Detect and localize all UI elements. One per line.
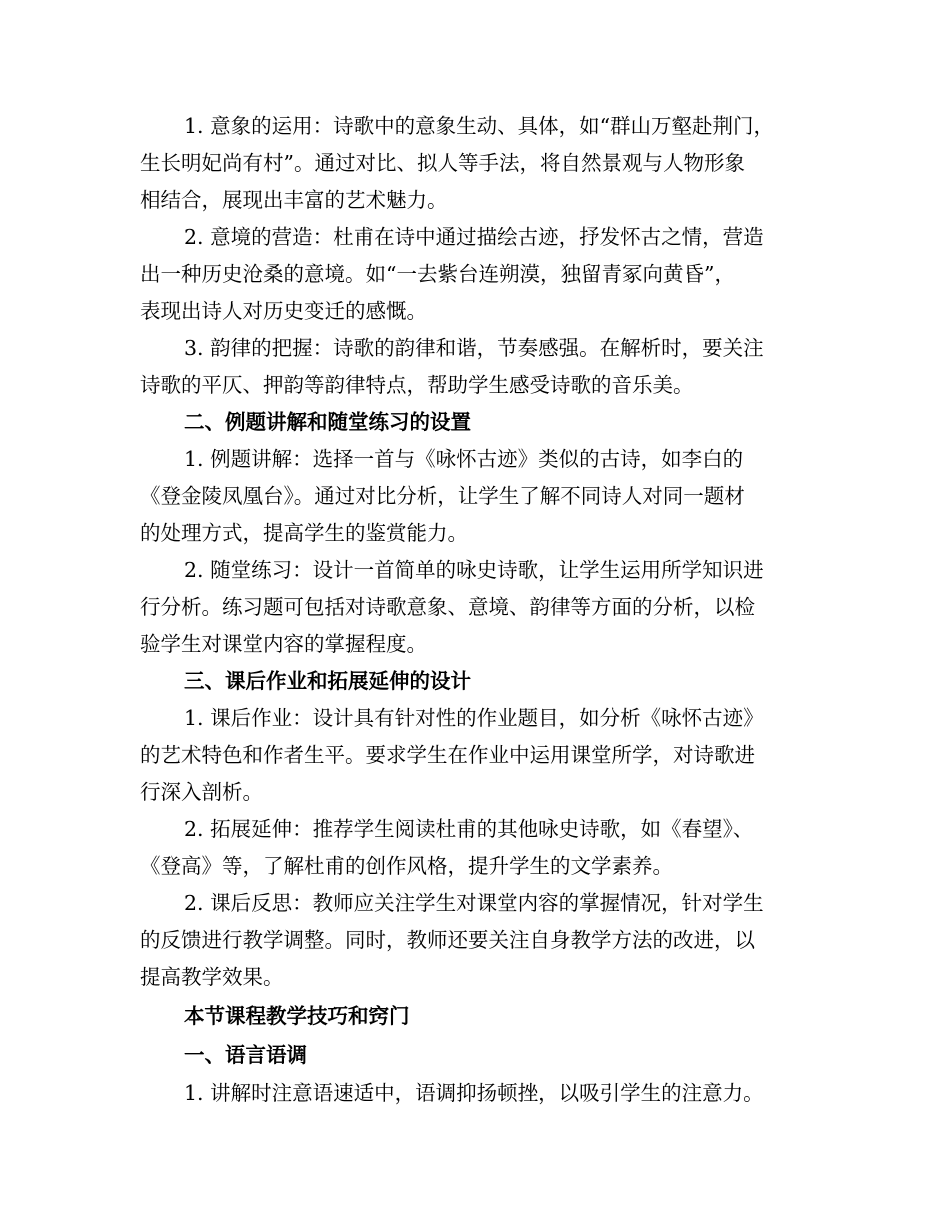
- paragraph-line: 行深入剖析。: [140, 780, 263, 804]
- paragraph-line: 验学生对课堂内容的掌握程度。: [140, 632, 427, 656]
- paragraph-line: 出一种历史沧桑的意境。如“一去紫台连朔漠，独留青冢向黄昏”，: [140, 262, 735, 286]
- paragraph-line: 2. 随堂练习：设计一首简单的咏史诗歌，让学生运用所学知识进: [184, 558, 764, 582]
- paragraph-line: 1. 课后作业：设计具有针对性的作业题目，如分析《咏怀古迹》: [184, 706, 764, 730]
- paragraph-line: 生长明妃尚有村”。通过对比、拟人等手法，将自然景观与人物形象: [140, 151, 745, 175]
- paragraph-line: 表现出诗人对历史变迁的感慨。: [140, 299, 427, 323]
- paragraph-line: 1. 意象的运用：诗歌中的意象生动、具体，如“群山万壑赴荆门，: [184, 114, 775, 138]
- paragraph-line: 相结合，展现出丰富的艺术魅力。: [140, 188, 448, 212]
- paragraph-line: 1. 例题讲解：选择一首与《咏怀古迹》类似的古诗，如李白的: [184, 447, 744, 471]
- paragraph-line: 的反馈进行教学调整。同时，教师还要关注自身教学方法的改进，以: [140, 928, 755, 952]
- paragraph-line: 诗歌的平仄、押韵等韵律特点，帮助学生感受诗歌的音乐美。: [140, 373, 694, 397]
- paragraph-line: 的艺术特色和作者生平。要求学生在作业中运用课堂所学，对诗歌进: [140, 743, 755, 767]
- paragraph-line: 提高教学效果。: [140, 965, 284, 989]
- paragraph-line: 2. 课后反思：教师应关注学生对课堂内容的掌握情况，针对学生: [184, 891, 764, 915]
- paragraph-line: 《登金陵凤凰台》。通过对比分析，让学生了解不同诗人对同一题材: [140, 484, 745, 508]
- section-heading: 本节课程教学技巧和窍门: [184, 1004, 410, 1028]
- paragraph-line: 的处理方式，提高学生的鉴赏能力。: [140, 521, 468, 545]
- paragraph-line: 2. 拓展延伸：推荐学生阅读杜甫的其他咏史诗歌，如《春望》、: [184, 817, 754, 841]
- paragraph-line: 2. 意境的营造：杜甫在诗中通过描绘古迹，抒发怀古之情，营造: [184, 225, 764, 249]
- section-heading: 二、例题讲解和随堂练习的设置: [184, 410, 471, 434]
- paragraph-line: 《登高》等，了解杜甫的创作风格，提升学生的文学素养。: [140, 854, 673, 878]
- section-heading: 三、课后作业和拓展延伸的设计: [184, 669, 471, 693]
- paragraph-line: 3. 韵律的把握：诗歌的韵律和谐，节奏感强。在解析时，要关注: [184, 336, 764, 360]
- paragraph-line: 行分析。练习题可包括对诗歌意象、意境、韵律等方面的分析，以检: [140, 595, 755, 619]
- section-heading: 一、语言语调: [184, 1043, 307, 1067]
- paragraph-line: 1. 讲解时注意语速适中，语调抑扬顿挫，以吸引学生的注意力。: [184, 1081, 764, 1105]
